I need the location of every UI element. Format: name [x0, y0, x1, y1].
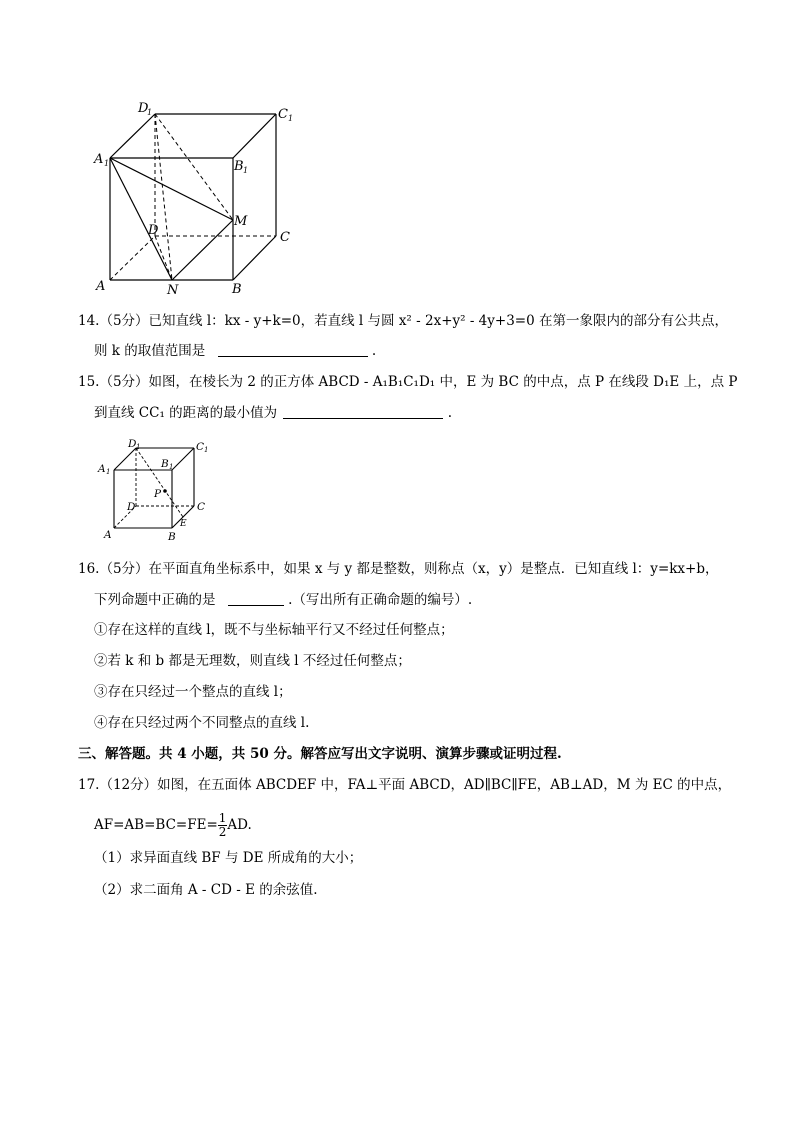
label-d1-sub: 1 — [136, 443, 141, 451]
q15-answer-blank[interactable] — [283, 404, 443, 419]
q17-frac-den: 2 — [218, 825, 227, 839]
label-b1-sub: 1 — [243, 166, 249, 175]
q17-equation — [94, 808, 252, 842]
label-d: D — [127, 501, 136, 513]
label-c1: C — [278, 107, 288, 122]
label-n: N — [167, 283, 179, 296]
q16-option-4: ④存在只经过两个不同整点的直线 l. — [94, 715, 310, 731]
q15-line2-pre: 到直线 CC₁ 的距离的最小值为 — [94, 405, 278, 421]
label-c: C — [280, 230, 290, 245]
label-a1: A — [94, 152, 104, 167]
label-b: B — [232, 282, 242, 296]
label-d: D — [148, 223, 159, 238]
q16-answer-blank[interactable] — [228, 591, 284, 606]
q14-line1: 14.（5分）已知直线 l：kx - y+k=0，若直线 l 与圆 x² - 2x+y² - 4y+3=0 在第一象限内的部分有公共点， — [78, 313, 728, 329]
q17-sub2: （2）求二面角 A - CD - E 的余弦值. — [94, 882, 318, 898]
label-a: A — [104, 529, 112, 541]
label-b1: B — [234, 159, 244, 174]
q16-option-3: ③存在只经过一个整点的直线 l； — [94, 684, 292, 700]
label-d1-sub: 1 — [147, 108, 153, 117]
q14-answer-blank[interactable] — [218, 342, 368, 357]
label-b: B — [168, 531, 176, 543]
section-heading: 三、解答题。共 4 小题，共 50 分。解答应写出文字说明、演算步骤或证明过程. — [78, 746, 562, 762]
label-c1-sub: 1 — [204, 446, 209, 454]
q17-sub1: （1）求异面直线 BF 与 DE 所成角的大小； — [94, 850, 363, 866]
label-c1-sub: 1 — [288, 114, 294, 123]
q17-frac-num: 1 — [218, 811, 227, 825]
label-c1: C — [196, 441, 205, 453]
label-b1-sub: 1 — [169, 463, 174, 471]
label-a1-sub: 1 — [106, 468, 111, 476]
label-e: E — [180, 519, 187, 529]
q17-line1: 17.（12分）如图，在五面体 ABCDEF 中，FA⊥平面 ABCD，AD∥BC∥FE，AB⊥AD，M 为 EC 的中点， — [78, 777, 732, 793]
q15-line2-post: . — [447, 405, 453, 421]
cube-figure-mn — [88, 96, 308, 296]
q17-eq-pre: AF=AB=BC=FE= — [94, 817, 218, 833]
q16-line2-pre: 下列命题中正确的是 — [94, 592, 216, 608]
label-m: M — [234, 214, 248, 229]
label-d1: D — [138, 101, 149, 116]
q16-line2 — [94, 590, 472, 610]
q17-fraction — [218, 812, 228, 839]
q15-line1: 15.（5分）如图，在棱长为 2 的正方体 ABCD - A₁B₁C₁D₁ 中，E 为 BC 的中点，点 P 在线段 D₁E 上，点 P — [78, 374, 738, 390]
label-a1-sub: 1 — [104, 159, 110, 168]
q16-option-2: ②若 k 和 b 都是无理数，则直线 l 不经过任何整点； — [94, 653, 411, 669]
q14-line2-post: . — [371, 343, 377, 359]
label-p: P — [154, 488, 162, 500]
label-c: C — [197, 501, 206, 513]
q16-line1: 16.（5分）在平面直角坐标系中，如果 x 与 y 都是整数，则称点（x，y）是整点．已知直线 l：y=kx+b， — [78, 561, 719, 577]
label-d1: D — [128, 438, 137, 450]
q16-line2-post: .（写出所有正确命题的编号）. — [288, 592, 473, 608]
q15-line2 — [94, 403, 452, 423]
q14-line2 — [94, 341, 376, 361]
label-a1: A — [98, 463, 106, 475]
label-a: A — [96, 279, 106, 294]
cube-figure-pe — [96, 436, 220, 544]
q17-eq-post: AD. — [227, 817, 252, 833]
q16-option-1: ①存在这样的直线 l，既不与坐标轴平行又不经过任何整点； — [94, 622, 454, 638]
label-b1: B — [161, 458, 169, 470]
q14-line2-pre: 则 k 的取值范围是 — [94, 343, 206, 359]
